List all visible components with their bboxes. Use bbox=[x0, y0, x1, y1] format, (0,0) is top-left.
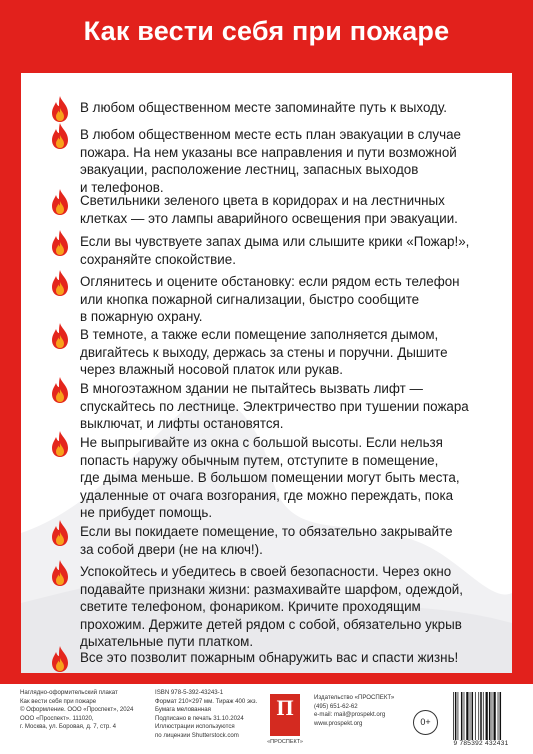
footer-right-line: www.prospekt.org bbox=[314, 719, 363, 727]
footer-middle-line: по лицензии Shutterstock.com bbox=[155, 731, 239, 739]
barcode-number: 9 785392 432431 bbox=[450, 740, 512, 749]
instruction-text bbox=[80, 523, 500, 558]
flame-icon bbox=[51, 377, 69, 403]
instruction-line: через влажный носовой платок или рукав. bbox=[80, 362, 344, 378]
instruction-line: В темноте, а также если помещение заполняется дымом, bbox=[80, 327, 439, 342]
instruction-line: спускайтесь по лестнице. Электричество при тушении пожара bbox=[80, 398, 469, 414]
footer-middle-line: ISBN 978-5-392-43243-1 bbox=[155, 689, 224, 696]
footer-left-line: г. Москва, ул. Боровая, д. 7, стр. 4 bbox=[20, 723, 117, 731]
instruction-line: подавайте признаки жизни: размахивайте шарфом, одеждой, bbox=[80, 581, 463, 597]
instruction-line: за собой двери (не на ключ!). bbox=[80, 541, 263, 557]
footer-left-line: © Оформление. ООО «Проспект», 2024 bbox=[20, 706, 134, 714]
age-rating-badge: 0+ bbox=[413, 710, 438, 735]
footer-middle-column bbox=[155, 689, 257, 741]
footer-left-column bbox=[20, 689, 133, 732]
instruction-line: В многоэтажном здании не пытайтесь вызвать лифт — bbox=[80, 381, 423, 396]
instruction-text bbox=[80, 649, 500, 667]
instruction-line: двигайтесь к выходу, держась за стены и поручни. Дышите bbox=[80, 344, 448, 360]
flame-icon bbox=[51, 230, 69, 256]
instruction-line: Оглянитесь и оцените обстановку: если рядом есть телефон bbox=[80, 274, 460, 289]
instruction-line: пожара. На нем указаны все направления и пути возможной bbox=[80, 144, 457, 160]
footer-middle-line: Формат 210×297 мм. Тираж 400 экз. bbox=[155, 697, 258, 705]
instruction-text bbox=[80, 380, 500, 433]
instruction-line: или кнопка пожарной сигнализации, быстро сообщите bbox=[80, 291, 420, 307]
footer-right-line: (495) 651-62-62 bbox=[314, 702, 358, 710]
flame-icon bbox=[51, 189, 69, 215]
instruction-line: сохраняйте спокойствие. bbox=[80, 251, 236, 267]
imprint-footer bbox=[0, 684, 533, 754]
instruction-line: дыхательные пути платком. bbox=[80, 634, 254, 650]
footer-left-line: Как вести себя при пожаре bbox=[20, 697, 97, 705]
flame-icon bbox=[51, 431, 69, 457]
instruction-line: Если вы покидаете помещение, то обязательно закрывайте bbox=[80, 524, 453, 539]
instruction-text bbox=[80, 233, 500, 268]
instruction-line: клетках — это лампы аварийного освещения при эвакуации. bbox=[80, 210, 458, 226]
flame-icon bbox=[51, 520, 69, 546]
instruction-line: эвакуации, расположение лестниц, запасных выходов bbox=[80, 162, 419, 178]
flame-icon bbox=[51, 96, 69, 122]
footer-right-column bbox=[314, 694, 394, 728]
instruction-line: Не выпрыгивайте из окна с большой высоты. Если нельзя bbox=[80, 435, 443, 450]
instruction-line: прохожим. Держите детей рядом с собой, обязательно укрыв bbox=[80, 616, 462, 632]
footer-left-line: ООО «Проспект». 111020, bbox=[20, 714, 94, 722]
flame-icon bbox=[51, 646, 69, 672]
instruction-text bbox=[80, 126, 500, 196]
instruction-line: светите телефоном, фонариком. Кричите проходящим bbox=[80, 599, 421, 615]
instruction-line: не прибудет помощь. bbox=[80, 505, 213, 521]
footer-middle-line: Бумага мелованная bbox=[155, 706, 211, 714]
instruction-line: попасть наружу обычным путем, отступите в помещение, bbox=[80, 452, 439, 468]
instruction-line: выключат, и лифты остановятся. bbox=[80, 416, 284, 432]
publisher-logo: П «ПРОСПЕКТ» bbox=[270, 694, 300, 736]
instruction-line: Все это позволит пожарным обнаружить вас и спасти жизнь! bbox=[80, 650, 459, 665]
instruction-text bbox=[80, 192, 500, 227]
instruction-line: В любом общественном месте есть план эвакуации в случае bbox=[80, 127, 461, 142]
instruction-text bbox=[80, 99, 500, 117]
instruction-line: Если вы чувствуете запах дыма или слышите крики «Пожар!», bbox=[80, 234, 470, 249]
instruction-line: Светильники зеленого цвета в коридорах и на лестничных bbox=[80, 193, 445, 208]
instruction-line: В любом общественном месте запоминайте путь к выходу. bbox=[80, 100, 448, 115]
instruction-line: в пожарную охрану. bbox=[80, 309, 203, 325]
flame-icon bbox=[51, 560, 69, 586]
flame-icon bbox=[51, 270, 69, 296]
footer-right-line: Издательство «ПРОСПЕКТ» bbox=[314, 694, 395, 701]
instruction-line: Успокойтесь и убедитесь в своей безопасности. Через окно bbox=[80, 564, 452, 579]
footer-middle-line: Иллюстрации используются bbox=[155, 723, 235, 731]
instruction-text bbox=[80, 434, 500, 522]
footer-left-line: Наглядно-оформительский плакат bbox=[20, 689, 118, 696]
instruction-line: где дыма меньше. В большом помещении могут быть места, bbox=[80, 470, 460, 486]
instruction-text bbox=[80, 563, 500, 651]
content-panel bbox=[21, 73, 512, 673]
footer-right-line: e-mail: mail@prospekt.org bbox=[314, 711, 386, 719]
instruction-text bbox=[80, 326, 500, 379]
instruction-line: удаленные от очага возгорания, где можно переждать, пока bbox=[80, 487, 454, 503]
instruction-text bbox=[80, 273, 500, 326]
publisher-logo-label: «ПРОСПЕКТ» bbox=[267, 739, 303, 745]
flame-icon bbox=[51, 123, 69, 149]
flame-icon bbox=[51, 323, 69, 349]
footer-middle-line: Подписано в печать 31.10.2024 bbox=[155, 714, 244, 722]
poster-title: Как вести себя при пожаре bbox=[83, 16, 450, 46]
instruction-line: и телефонов. bbox=[80, 179, 164, 195]
